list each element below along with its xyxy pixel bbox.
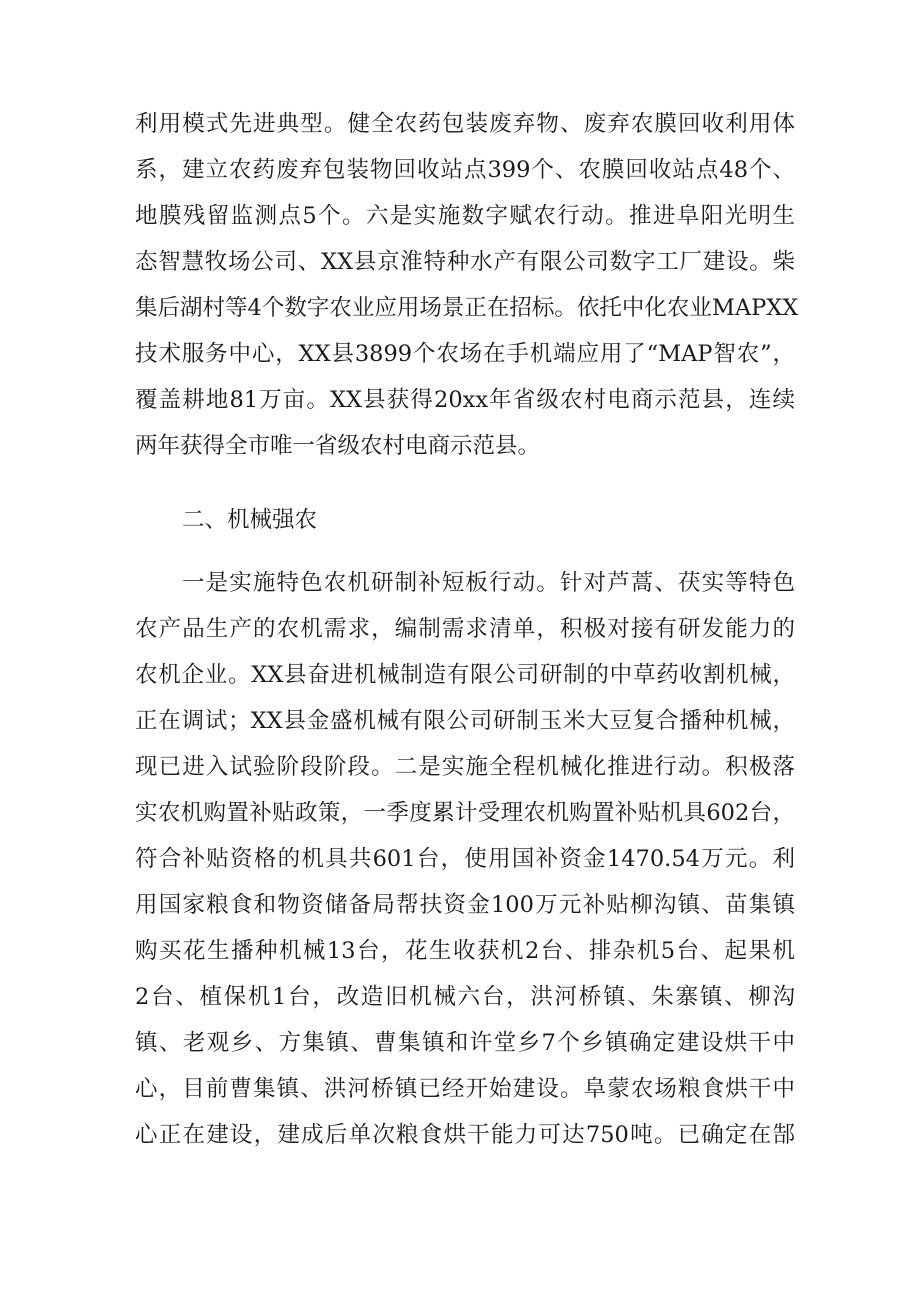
paragraph2-line-7: 符合补贴资格的机具共601台，使用国补资金1470.54万元。利 <box>135 846 795 872</box>
paragraph2-line-11: 镇、老观乡、方集镇、曹集镇和许堂乡7个乡镇确定建设烘干中 <box>135 1030 795 1056</box>
section-heading: 二、机械强农 <box>182 507 318 533</box>
paragraph2-line-2: 农产品生产的农机需求，编制需求清单，积极对接有研发能力的 <box>135 616 795 642</box>
paragraph2-line-4: 正在调试；XX县金盛机械有限公司研制玉米大豆复合播种机械， <box>135 708 795 734</box>
paragraph2-line-3: 农机企业。XX县奋进机械制造有限公司研制的中草药收割机械， <box>135 662 795 688</box>
paragraph2-line-1: 一是实施特色农机研制补短板行动。针对芦蒿、茯实等特色 <box>182 570 795 596</box>
paragraph1-line-3: 地膜残留监测点5个。六是实施数字赋农行动。推进阜阳光明生 <box>135 203 795 229</box>
paragraph2-line-9: 购买花生播种机械13台，花生收获机2台、排杂机5台、起果机 <box>135 938 795 964</box>
paragraph1-line-2: 系，建立农药废弃包装物回收站点399个、农膜回收站点48个、 <box>135 157 795 183</box>
paragraph2-line-12: 心，目前曹集镇、洪河桥镇已经开始建设。阜蒙农场粮食烘干中 <box>135 1076 795 1102</box>
paragraph1-line-4: 态智慧牧场公司、XX县京淮特种水产有限公司数字工厂建设。柴 <box>135 249 795 275</box>
paragraph2-line-13: 心正在建设，建成后单次粮食烘干能力可达750吨。已确定在郜 <box>135 1122 795 1148</box>
paragraph2-line-6: 实农机购置补贴政策，一季度累计受理农机购置补贴机具602台， <box>135 800 795 826</box>
paragraph1-line-5: 集后湖村等4个数字农业应用场景正在招标。依托中化农业MAPXX <box>135 295 799 321</box>
paragraph1-line-8: 两年获得全市唯一省级农村电商示范县。 <box>135 433 541 459</box>
paragraph2-line-8: 用国家粮食和物资储备局帮扶资金100万元补贴柳沟镇、苗集镇 <box>135 892 795 918</box>
paragraph2-line-10: 2台、植保机1台，改造旧机械六台，洪河桥镇、朱寨镇、柳沟 <box>135 984 795 1010</box>
paragraph1-line-7: 覆盖耕地81万亩。XX县获得20xx年省级农村电商示范县，连续 <box>135 387 795 413</box>
paragraph1-line-1: 利用模式先进典型。健全农药包装废弃物、废弃农膜回收利用体 <box>135 111 795 137</box>
paragraph2-line-5: 现已进入试验阶段阶段。二是实施全程机械化推进行动。积极落 <box>135 754 795 780</box>
paragraph1-line-6: 技术服务中心，XX县3899个农场在手机端应用了“MAP智农”， <box>135 341 795 367</box>
